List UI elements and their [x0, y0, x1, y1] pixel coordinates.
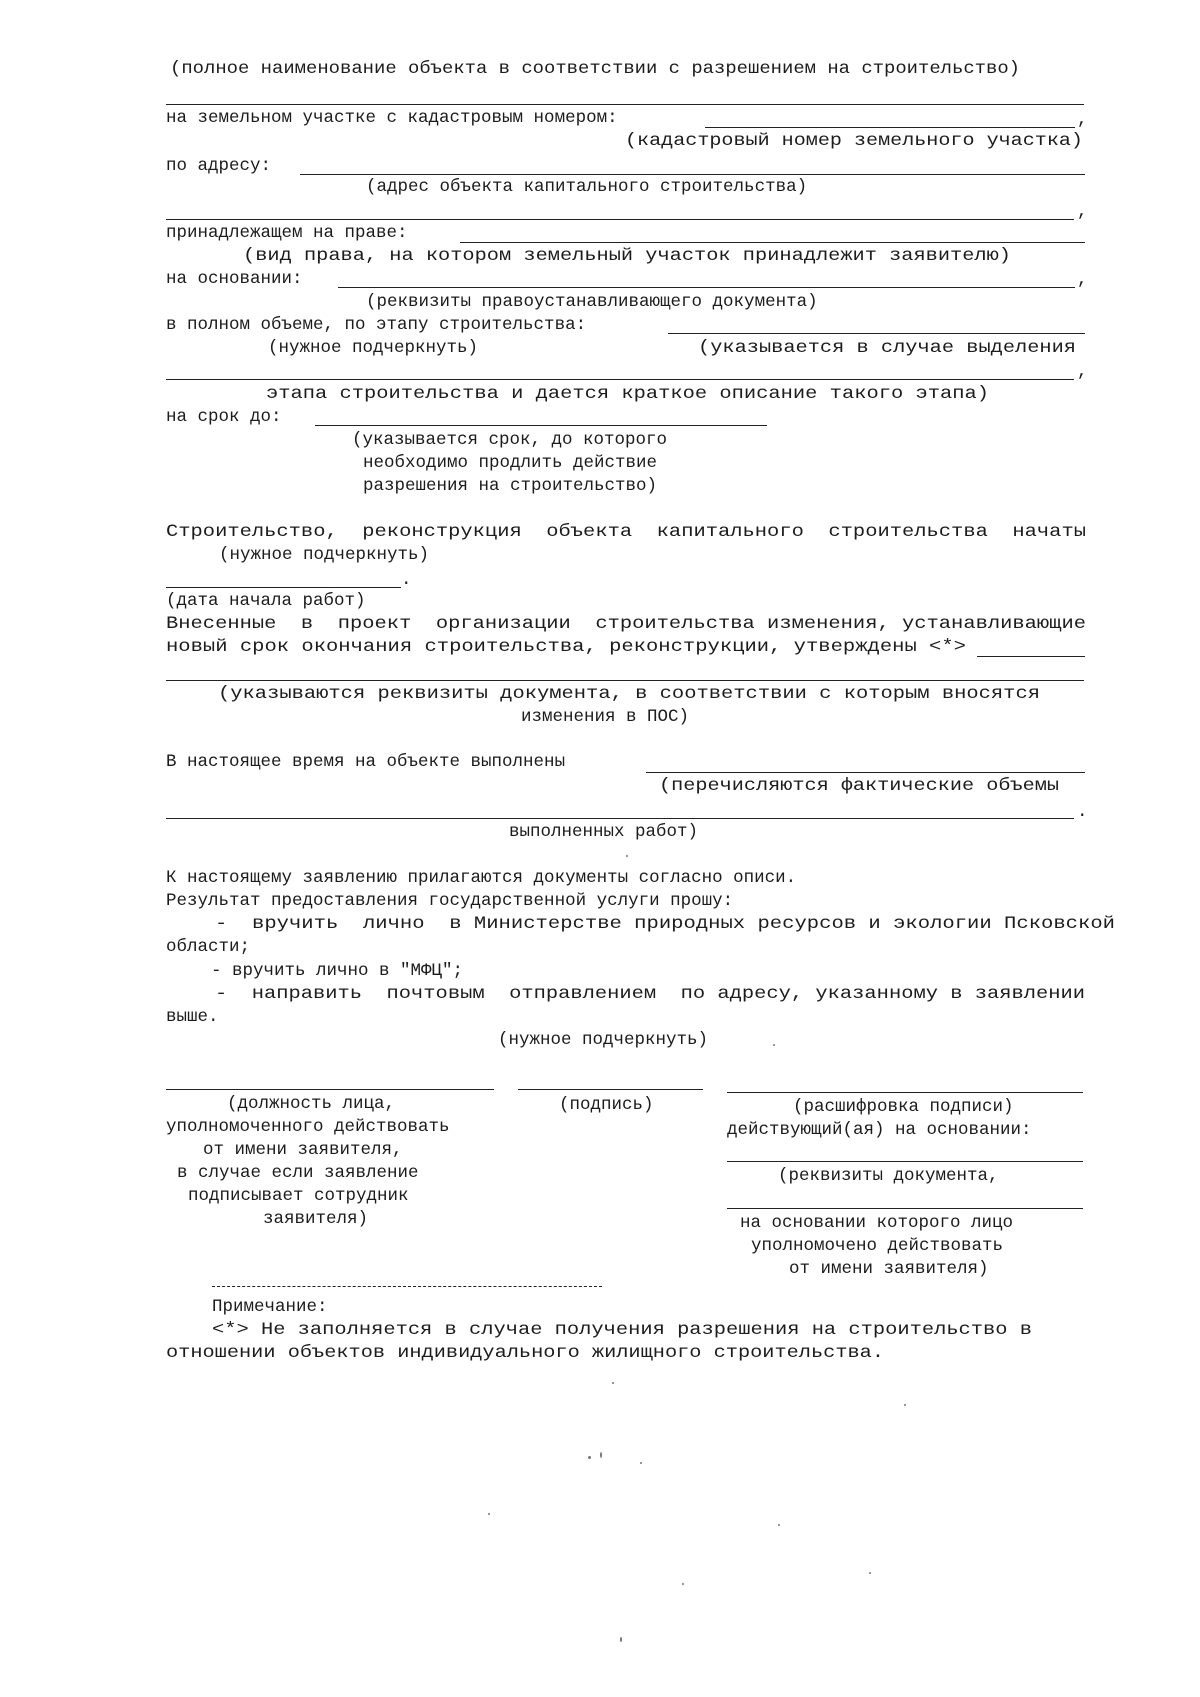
- scan-speck: [869, 1572, 871, 1574]
- result-option-mfc: - вручить лично в "МФЦ";: [211, 961, 464, 981]
- object-name-field[interactable]: [166, 104, 1084, 105]
- position-caption-1: (должность лица,: [227, 1094, 396, 1114]
- position-field[interactable]: [166, 1089, 494, 1090]
- pos-changes-line-2: новый срок окончания строительства, реконструкции, утверждены <*>: [166, 637, 966, 657]
- signature-field[interactable]: [518, 1089, 703, 1090]
- cadastral-number-field[interactable]: [705, 127, 1075, 128]
- comma: ,: [1077, 110, 1088, 130]
- term-caption-line-3: разрешения на строительство): [363, 476, 658, 496]
- object-name-caption: (полное наименование объекта в соответствии с разрешением на строительство): [170, 59, 1020, 79]
- term-field[interactable]: [315, 425, 767, 426]
- pos-document-field[interactable]: [166, 680, 1084, 681]
- basis-caption: (реквизиты правоустанавливающего документа): [366, 292, 818, 312]
- result-option-ministry-cont: области;: [166, 937, 251, 957]
- footnote-separator: [212, 1286, 602, 1287]
- term-label: на срок до:: [166, 407, 282, 427]
- pos-changes-line-1: Внесенные в проект организации строительства изменения, устанавливающие: [166, 614, 1086, 634]
- period: .: [401, 570, 412, 590]
- result-option-mail-cont: выше.: [166, 1007, 219, 1027]
- scan-speck: [682, 1583, 684, 1585]
- scope-caption-continuation: этапа строительства и дается краткое описание такого этапа): [266, 384, 989, 404]
- basis-label: на основании:: [166, 269, 303, 289]
- document-caption-3: уполномочено действовать: [751, 1236, 1004, 1256]
- document-caption-1: (реквизиты документа,: [778, 1166, 999, 1186]
- scan-speck: [778, 1524, 780, 1526]
- stage-field[interactable]: [668, 333, 1085, 334]
- address-field-continuation[interactable]: [166, 219, 1074, 220]
- address-field[interactable]: [300, 174, 1085, 175]
- result-option-ministry: - вручить лично в Министерстве природных ресурсов и экологии Псковской: [215, 914, 1115, 934]
- scan-speck: [620, 1637, 622, 1642]
- pos-approval-field[interactable]: [977, 656, 1085, 657]
- scan-speck: [773, 1044, 775, 1046]
- scope-caption-stage: (указывается в случае выделения: [698, 338, 1076, 358]
- cadastral-caption: (кадастровый номер земельного участка): [625, 131, 1083, 151]
- stage-description-field[interactable]: [166, 379, 1074, 380]
- scope-label: в полном объеме, по этапу строительства:: [166, 315, 587, 335]
- document-caption-4: от имени заявителя): [789, 1259, 989, 1279]
- acting-basis-caption: действующий(ая) на основании:: [727, 1120, 1032, 1140]
- scan-speck: [488, 1513, 490, 1515]
- address-caption: (адрес объекта капитального строительства): [366, 177, 808, 197]
- scan-speck: [612, 1382, 614, 1384]
- scope-caption-underline-hint: (нужное подчеркнуть): [268, 338, 479, 358]
- scan-speck: [588, 1456, 591, 1459]
- term-caption-line-2: необходимо продлить действие: [363, 453, 658, 473]
- position-caption-2: уполномоченного действовать: [166, 1117, 450, 1137]
- position-caption-3: от имени заявителя,: [203, 1140, 403, 1160]
- scan-speck: [640, 1462, 642, 1464]
- right-type-field[interactable]: [460, 242, 1085, 243]
- works-done-label: В настоящее время на объекте выполнены: [166, 752, 566, 772]
- start-date-field[interactable]: [166, 587, 401, 588]
- construction-caption: (нужное подчеркнуть): [219, 545, 430, 565]
- cadastral-label: на земельном участке с кадастровым номером:: [166, 108, 618, 128]
- note-text-line-1: <*> Не заполняется в случае получения разрешения на строительство в: [212, 1320, 1032, 1340]
- works-done-caption-line-1: (перечисляются фактические объемы: [659, 776, 1059, 796]
- period: .: [1077, 802, 1088, 822]
- signature-caption: (подпись): [559, 1095, 654, 1115]
- position-caption-5: подписывает сотрудник: [188, 1186, 409, 1206]
- position-caption-4: в случае если заявление: [177, 1163, 419, 1183]
- note-text-line-2: отношении объектов индивидуального жилищного строительства.: [166, 1343, 884, 1363]
- result-caption: (нужное подчеркнуть): [498, 1030, 709, 1050]
- position-caption-6: заявителя): [263, 1209, 369, 1229]
- basis-field[interactable]: [338, 287, 1075, 288]
- result-intro: Результат предоставления государственной услуги прошу:: [166, 891, 734, 911]
- works-done-field[interactable]: [646, 772, 1085, 773]
- address-label: по адресу:: [166, 156, 272, 176]
- decode-caption: (расшифровка подписи): [793, 1097, 1014, 1117]
- comma: ,: [1077, 270, 1088, 290]
- comma: ,: [1077, 202, 1088, 222]
- pos-caption-line-1: (указываются реквизиты документа, в соответствии с которым вносятся: [218, 684, 1040, 704]
- result-option-mail: - направить почтовым отправлением по адресу, указанному в заявлении: [215, 984, 1085, 1004]
- construction-started-text: Строительство, реконструкция объекта капитального строительства начаты: [166, 522, 1086, 542]
- acting-document-field-2[interactable]: [727, 1208, 1083, 1209]
- pos-caption-line-2: изменения в ПОС): [521, 707, 690, 727]
- right-label: принадлежащем на праве:: [166, 223, 408, 243]
- scan-speck: [904, 1404, 906, 1406]
- works-done-caption-line-2: выполненных работ): [509, 822, 699, 842]
- scan-speck: [600, 1452, 602, 1458]
- attachments-text: К настоящему заявлению прилагаются документы согласно описи.: [166, 868, 797, 888]
- works-done-field-continuation[interactable]: [166, 818, 1074, 819]
- term-caption-line-1: (указывается срок, до которого: [352, 430, 668, 450]
- right-caption: (вид права, на котором земельный участок принадлежит заявителю): [243, 246, 1011, 266]
- signature-decode-field[interactable]: [727, 1092, 1083, 1093]
- start-date-caption: (дата начала работ): [166, 591, 366, 611]
- acting-document-field[interactable]: [727, 1161, 1083, 1162]
- comma: ,: [1077, 362, 1088, 382]
- document-caption-2: на основании которого лицо: [740, 1213, 1014, 1233]
- scan-speck: [626, 855, 628, 857]
- note-title: Примечание:: [212, 1297, 328, 1317]
